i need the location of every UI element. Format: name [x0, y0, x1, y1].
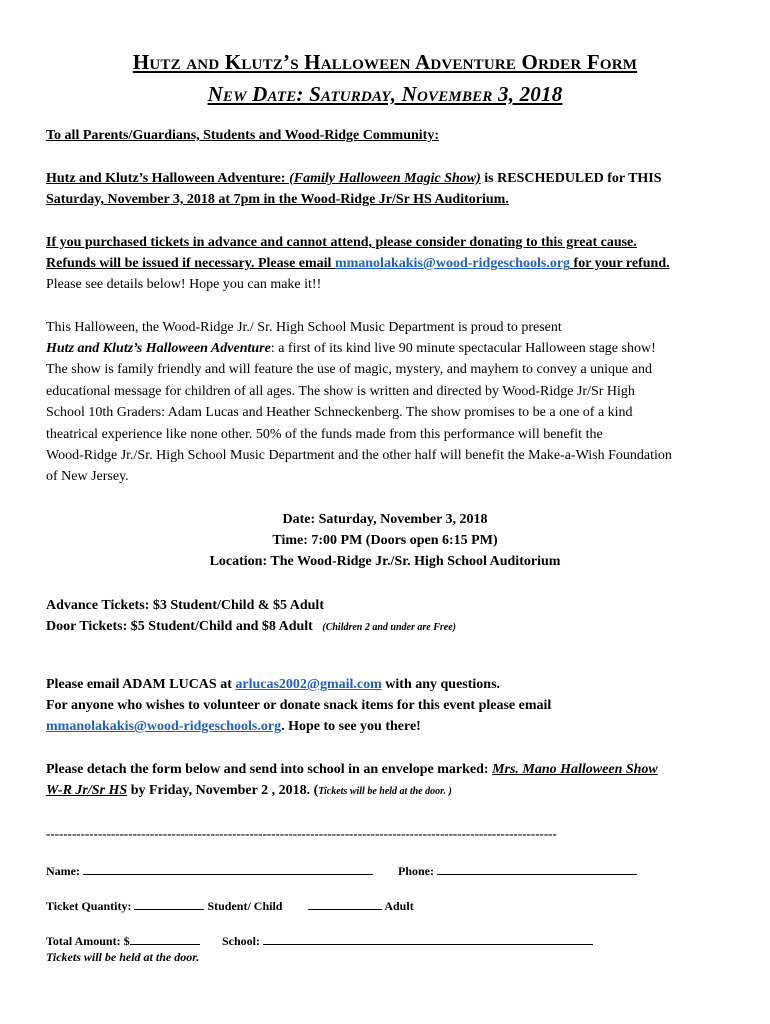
total-label: Total Amount: $	[46, 934, 130, 948]
school-row	[222, 933, 593, 948]
refund-email-link[interactable]: mmanolakakis@wood-ridgeschools.org	[334, 256, 571, 271]
total-amount-field[interactable]	[130, 933, 200, 945]
show-description: : a first of its kind live 90 minute spectacular Halloween stage show!	[270, 341, 656, 356]
body-line-5: School 10th Graders: Adam Lucas and Heather Schneckenberg. The show promises to be a one of a kind	[46, 405, 633, 420]
held-at-door-note: Tickets will be held at the door. )	[318, 786, 452, 797]
details-note: Please see details below! Hope you can make it!!	[46, 277, 322, 292]
phone-label: Phone:	[398, 864, 434, 878]
envelope-label-2: W-R Jr/Sr HS	[46, 783, 128, 798]
reschedule-subtitle: (Family Halloween Magic Show)	[289, 171, 481, 186]
contact-text-end: with any questions.	[381, 677, 501, 692]
contact-line-2: For anyone who wishes to volunteer or donate snack items for this event please email	[46, 698, 552, 713]
refund-line-1: If you purchased tickets in advance and cannot attend, please consider donating to this great cause.	[46, 235, 637, 250]
show-name: Hutz and Klutz’s Halloween Adventure	[46, 341, 271, 356]
student-label: Student/ Child	[207, 899, 283, 913]
student-quantity-field[interactable]	[134, 898, 204, 910]
body-line-4: educational message for children of all ages. The show is written and directed by Wood-Ridge Jr/Sr High	[46, 384, 635, 399]
contact-text: Please email ADAM LUCAS at	[46, 677, 236, 692]
school-label: School:	[222, 934, 261, 948]
new-date-heading: New Date: Saturday, November 3, 2018	[207, 82, 563, 106]
adam-email-link[interactable]: arlucas2002@gmail.com	[235, 677, 382, 692]
instructions-deadline: by Friday, November 2 , 2018. (	[127, 783, 319, 798]
instructions-text: Please detach the form below and send into school in an envelope marked:	[46, 762, 493, 777]
form-held-note: Tickets will be held at the door.	[46, 950, 200, 964]
contact-line-3	[46, 718, 421, 735]
reschedule-line-1	[46, 170, 662, 187]
contact-closing: . Hope to see you there!	[281, 719, 421, 734]
body-line-8: of New Jersey.	[46, 469, 129, 484]
body-line-3: The show is family friendly and will feature the use of magic, mystery, and mayhem to convey a unique and	[46, 362, 652, 377]
body-line-2	[46, 340, 656, 357]
adult-quantity-row	[308, 898, 414, 913]
event-date: Date: Saturday, November 3, 2018	[282, 512, 488, 527]
name-field-row	[46, 863, 373, 878]
children-free-note: (Children 2 and under are Free)	[322, 622, 456, 633]
body-line-1: This Halloween, the Wood-Ridge Jr./ Sr. High School Music Department is proud to present	[46, 320, 562, 335]
name-field[interactable]	[83, 863, 373, 875]
adult-label: Adult	[384, 899, 414, 913]
advance-tickets: Advance Tickets: $3 Student/Child & $5 Adult	[46, 598, 324, 613]
quantity-row	[46, 898, 282, 913]
total-row	[46, 933, 200, 948]
school-field[interactable]	[263, 933, 593, 945]
refund-text-end: for your refund.	[570, 256, 670, 271]
page-title: Hutz and Klutz’s Halloween Adventure Order Form	[132, 50, 638, 74]
salutation: To all Parents/Guardians, Students and Wood-Ridge Community:	[46, 128, 439, 143]
reschedule-show-name: Hutz and Klutz’s Halloween Adventure:	[46, 171, 290, 186]
phone-field-row	[398, 863, 637, 878]
adult-quantity-field[interactable]	[308, 898, 382, 910]
instructions-line-2	[46, 782, 452, 800]
event-location: Location: The Wood-Ridge Jr./Sr. High School Auditorium	[209, 554, 561, 569]
door-tickets-line	[46, 618, 456, 636]
body-line-7: Wood-Ridge Jr./Sr. High School Music Department and the other half will benefit the Make-a-Wish Foundation	[46, 448, 672, 463]
envelope-label-1: Mrs. Mano Halloween Show	[492, 762, 658, 777]
refund-line-2	[46, 255, 670, 272]
body-line-6: theatrical experience like none other. 50% of the funds made from this performance will benefit the	[46, 427, 603, 442]
name-label: Name:	[46, 864, 80, 878]
volunteer-email-link[interactable]: mmanolakakis@wood-ridgeschools.org	[46, 719, 282, 734]
detach-divider: ----------------------------------------------------------------------------------------------------------------------	[46, 826, 557, 841]
phone-field[interactable]	[437, 863, 637, 875]
instructions-line-1	[46, 761, 658, 778]
reschedule-status: is RESCHEDULED for THIS	[480, 171, 662, 186]
event-time: Time: 7:00 PM (Doors open 6:15 PM)	[272, 533, 498, 548]
reschedule-line-2: Saturday, November 3, 2018 at 7pm in the Wood-Ridge Jr/Sr HS Auditorium.	[46, 192, 509, 207]
refund-text: Refunds will be issued if necessary. Please email	[46, 256, 335, 271]
door-tickets: Door Tickets: $5 Student/Child and $8 Adult	[46, 619, 313, 634]
quantity-label: Ticket Quantity:	[46, 899, 132, 913]
contact-line-1	[46, 676, 500, 693]
